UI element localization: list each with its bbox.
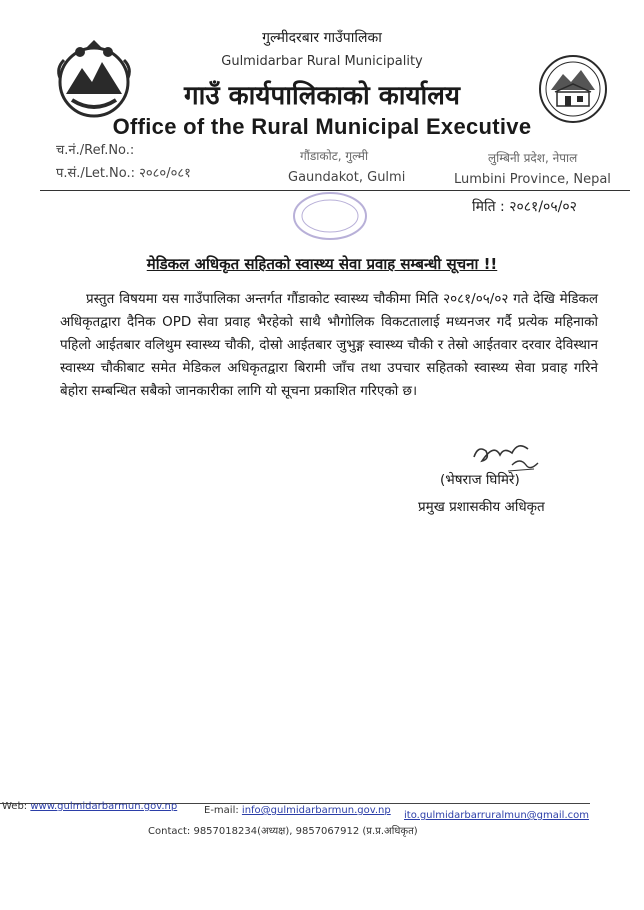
municipality-name-en: Gulmidarbar Rural Municipality [221, 54, 423, 69]
office-title-en: Office of the Rural Municipal Executive [112, 114, 532, 139]
email-label: E-mail: [204, 805, 239, 816]
signatory-title: प्रमुख प्रशासकीय अधिकृत [418, 499, 545, 515]
province-np: लुम्बिनी प्रदेश, नेपाल [488, 151, 578, 165]
municipality-name-np: गुल्मीदरबार गाउँपालिका [262, 30, 382, 46]
email-link-info[interactable]: info@gulmidarbarmun.gov.np [241, 805, 391, 816]
email-link-ito[interactable]: ito.gulmidarbarruralmun@gmail.com [404, 810, 589, 821]
address-en: Gaundakot, Gulmi [288, 170, 406, 185]
footer-email [204, 805, 391, 816]
footer-contact: Contact: 9857018234(अध्यक्ष), 9857067912 (प्र.प्र.अधिकृत) [148, 826, 418, 837]
address-np: गौंडाकोट, गुल्मी [300, 149, 369, 163]
province-en: Lumbini Province, Nepal [454, 172, 611, 187]
notice-subject [0, 254, 644, 274]
web-link[interactable]: www.gulmidarbarmun.gov.np [30, 801, 178, 812]
signatory-name: (भेषराज घिमिरे) [440, 472, 520, 488]
letter-number: प.सं./Let.No.: २०८०/०८१ [56, 166, 191, 181]
letter-date: मिति : २०८१/०५/०२ [472, 199, 577, 215]
web-label: Web: [2, 801, 28, 812]
footer-email-2 [404, 810, 589, 821]
office-title-np: गाउँ कार्यपालिकाको कार्यालय [184, 81, 460, 111]
notice-body: प्रस्तुत विषयमा यस गाउँपालिका अन्तर्गत गौंडाकोट स्वास्थ्य चौकीमा मिति २०८१/०५/०२ गते देखि मेडिकल अधिकृतद्वारा दैनिक OPD सेवा प्रवाह भैरहेको साथै भौगोलिक विकटतालाई मध्यनजर गर्दै प्रत्येक महिनाको पहिलो आईतबार वलिथुम स्वास्थ्य चौकी, दोस्रो आईतबार जुभुङ्ग स्वास्थ्य चौकी र तेस्रो आईतवार दरवार देविस्थान स्वास्थ्य चौकीबाट समेत मेडिकल अधिकृतद्वारा बिरामी जाँच तथा उपचार सहितको स्वास्थ्य सेवा प्रवाह गरिने बेहोरा सम्बन्धित सबैको जानकारीका लागि यो सूचना प्रकाशित गरिएको छ। [60, 291, 598, 399]
header-divider [40, 190, 630, 191]
footer-web [2, 801, 177, 812]
notice-subject-text: मेडिकल अधिकृत सहितको स्वास्थ्य सेवा प्रवाह सम्बन्धी सूचना !! [146, 255, 498, 273]
office-stamp-icon [290, 190, 370, 242]
ref-number: च.नं./Ref.No.: [56, 143, 135, 158]
